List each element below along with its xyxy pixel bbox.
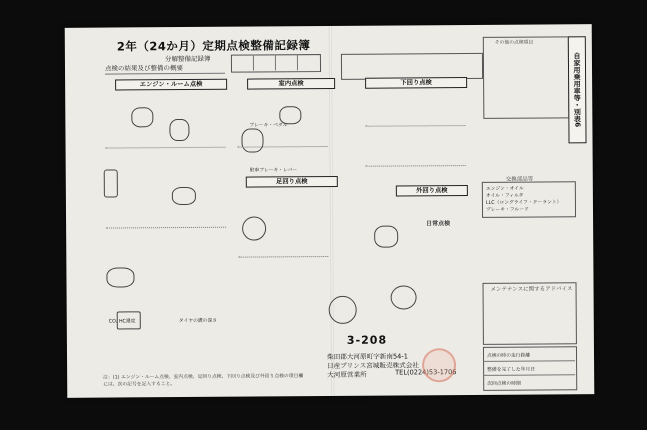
section-underbody: 下回り点検 (365, 77, 467, 89)
drum-brake-sketch (391, 285, 417, 309)
item-rule (366, 165, 466, 167)
section-exterior: 外回り点検 (396, 185, 468, 197)
dealer-branch: 大河原営業所 (327, 370, 367, 380)
pedal-sketch (241, 128, 263, 152)
footer-note: 注：(1) エンジン・ルーム点検、室内点検、足回り点検、下回り点検及び外回り点検の項目欄には、次の記号を記入すること。 (103, 374, 304, 388)
date-grid-divider (253, 55, 254, 71)
completion-date-label: 整備を完了した年月日 (487, 367, 536, 373)
item-rule (106, 227, 226, 229)
registration-number: 3-208 (346, 333, 388, 347)
engine-part-sketch (106, 267, 134, 287)
date-grid-divider (275, 54, 276, 70)
dealer-company: 日産プリンス宮城販売株式会社 (327, 361, 419, 371)
dealer-address: 柴田郡大河原町字新南54-1 (326, 352, 408, 362)
vehicle-type-tab: 自家用乗用車等・別表6 (568, 36, 587, 143)
spark-plug-sketch (104, 169, 118, 197)
summary-label: 点検の結果及び整備の概要 (104, 64, 184, 73)
date-grid-divider (297, 54, 298, 70)
wheel-sketch (242, 216, 266, 240)
item-rule (365, 125, 465, 127)
engine-part-sketch (169, 119, 189, 141)
dealer-seal (422, 348, 456, 382)
part-item: LLC（ロングライフ・クーラント） (485, 200, 562, 206)
engine-part-sketch (131, 107, 153, 127)
brake-disc-sketch (329, 296, 357, 324)
inspection-record-sheet (65, 24, 595, 398)
next-check-label: 次回点検の時期 (487, 381, 521, 387)
underbody-part-sketch (374, 226, 398, 248)
dealer-phone: TEL(0224)53-1706 (395, 368, 457, 377)
section-engine-room: エンジン・ルーム点検 (115, 79, 227, 91)
parking-brake-label: 駐車ブレーキ・レバー (249, 168, 298, 174)
item-rule (238, 256, 328, 258)
co-hc-label: CO, HC濃度 (108, 319, 136, 325)
header-rule (105, 73, 225, 75)
record-title: 2年（24か月）定期点検整備記録簿 (116, 38, 311, 54)
engine-part-sketch (172, 187, 196, 205)
part-item: オイル・フィルタ (485, 193, 524, 199)
vehicle-info-box (341, 53, 483, 80)
mileage-label: 点検の時の走行距離 (487, 353, 531, 359)
parts-heading: 交換部品等 (505, 176, 534, 183)
item-rule (106, 147, 226, 149)
part-item: エンジン・オイル (485, 186, 524, 192)
section-interior: 室内点検 (247, 78, 335, 90)
item-rule (238, 146, 328, 148)
part-item: ブレーキ・フルード (485, 207, 529, 213)
other-notes-box (483, 36, 570, 119)
advice-heading: メンテナンスに関するアドバイス (490, 286, 573, 293)
section-daily: 日常点検 (426, 220, 451, 228)
record-subtitle: 分解整備記録簿 (164, 54, 211, 64)
section-footwork: 足回り点検 (246, 176, 338, 188)
other-notes-heading: その他の点検項目 (494, 40, 534, 46)
tire-depth-label: タイヤの溝の深さ (178, 318, 218, 325)
brake-pedal-label: ブレーキ・ペダル (249, 123, 288, 129)
